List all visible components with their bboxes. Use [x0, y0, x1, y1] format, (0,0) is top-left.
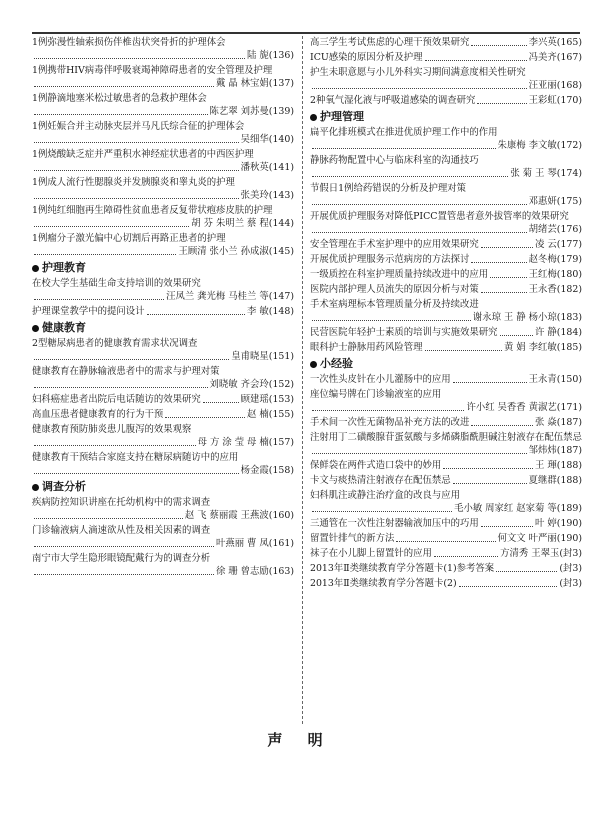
leader-dots	[34, 170, 239, 171]
entry-author-line	[32, 436, 294, 449]
entry-title: 一次性头皮针在小儿灌肠中的应用	[310, 374, 451, 385]
section-heading	[32, 320, 294, 336]
leader-dots	[312, 511, 452, 512]
bullet-icon	[32, 484, 39, 491]
entry-authors: 陈艺翠 刘苏曼	[209, 106, 269, 117]
leader-dots	[34, 114, 208, 115]
leader-dots	[34, 86, 214, 87]
entry-author-line	[310, 401, 582, 414]
toc-entry[interactable]	[310, 517, 582, 530]
toc-entry[interactable]	[310, 182, 582, 208]
entry-page: (187)	[556, 445, 582, 456]
toc-entry[interactable]	[310, 373, 582, 386]
section-label: 护理管理	[320, 110, 364, 123]
leader-dots	[34, 473, 239, 474]
toc-entry[interactable]	[32, 337, 294, 363]
toc-entry[interactable]	[310, 459, 582, 472]
entry-title: 1例瘤分子激光偏中心切割后再路正患者的护理	[32, 233, 226, 244]
entry-page: (172)	[556, 140, 582, 151]
leader-dots	[459, 586, 558, 587]
entry-title: 卡文与痰热清注射液存在配伍禁忌	[310, 475, 451, 486]
entry-page: (170)	[556, 95, 582, 106]
entry-author-line	[310, 311, 582, 324]
toc-entry[interactable]	[310, 283, 582, 296]
toc-entry[interactable]	[32, 524, 294, 550]
toc-entry[interactable]	[32, 204, 294, 230]
toc-entry[interactable]	[32, 92, 294, 118]
entry-title: 1例纯红细胞再生障碍性贫血患者反复带状疱疹皮肤的护理	[32, 205, 273, 216]
entry-page: (190)	[556, 518, 582, 529]
entry-page: (封3)	[559, 548, 582, 559]
entry-page: (184)	[556, 327, 582, 338]
entry-title: 1例弥漫性轴索损伤伴椎齿状突骨折的护理体会	[32, 37, 226, 48]
leader-dots	[453, 382, 527, 383]
entry-author-line	[32, 537, 294, 550]
entry-title: 疾病防控知识讲座在托幼机构中的需求调查	[32, 497, 211, 508]
leader-dots	[434, 556, 498, 557]
entry-title: 2013年Ⅱ类继续教育学分答题卡(1)参考答案	[310, 563, 495, 574]
entry-title: 手术间一次性无菌物品补充方法的改进	[310, 417, 470, 428]
entry-page: (147)	[268, 291, 294, 302]
entry-page: (152)	[268, 379, 294, 390]
entry-title: 一级质控在科室护理质量持续改进中的应用	[310, 269, 489, 280]
leader-dots	[34, 254, 176, 255]
entry-title: 健康教育预防肺炎患儿腹泻的效果观察	[32, 424, 192, 435]
section-label: 小经验	[320, 357, 353, 370]
toc-entry[interactable]	[310, 298, 582, 324]
entry-title: 高三学生考试焦虑的心理干预效果研究	[310, 37, 470, 48]
entry-title: 手术室病理标本管理质量分析及持续改进	[310, 299, 479, 310]
section-label: 调查分析	[42, 480, 86, 493]
entry-authors: 朱康梅 李文敏	[497, 140, 557, 151]
entry-authors: 凌 云	[535, 239, 557, 250]
leader-dots	[34, 58, 245, 59]
entry-title: 护生未职意愿与小儿外科实习期间满意度相关性研究	[310, 67, 526, 78]
leader-dots	[477, 103, 526, 104]
toc-entry[interactable]	[32, 365, 294, 391]
entry-author-line	[32, 77, 294, 90]
entry-title: 安全管理在手术室护理中的应用效果研究	[310, 239, 479, 250]
leader-dots	[312, 176, 508, 177]
entry-author-line	[310, 444, 582, 457]
entry-title: 1例妊娠合并主动脉夹层并马凡氏综合征的护理体会	[32, 121, 245, 132]
entry-author-line	[32, 565, 294, 578]
entry-page: (160)	[268, 510, 294, 521]
entry-title: 袜子在小儿脚上留置针的应用	[310, 548, 432, 559]
entry-author-line	[32, 378, 294, 391]
toc-entry[interactable]	[310, 238, 582, 251]
bullet-icon	[32, 325, 39, 332]
section-label: 健康教育	[42, 321, 86, 334]
entry-author-line	[32, 49, 294, 62]
toc-entry[interactable]	[32, 120, 294, 146]
entry-page: (187)	[556, 417, 582, 428]
leader-dots	[34, 445, 196, 446]
leader-dots	[312, 232, 527, 233]
entry-page: (168)	[556, 80, 582, 91]
entry-author-line	[32, 105, 294, 118]
entry-title: 座位编号牌在门诊输液室的应用	[310, 389, 442, 400]
leader-dots	[34, 387, 208, 388]
entry-author-line	[32, 189, 294, 202]
leader-dots	[34, 198, 239, 199]
toc-entry[interactable]	[310, 66, 582, 92]
toc-entry[interactable]	[32, 64, 294, 90]
entry-authors: 汪凤兰 龚光梅 马桂兰 等	[166, 291, 269, 302]
leader-dots	[471, 45, 526, 46]
entry-authors: 王顾清 张小兰 孙成淑	[178, 246, 269, 257]
toc-entry[interactable]	[32, 408, 294, 421]
entry-page: (183)	[556, 312, 582, 323]
entry-authors: 徐 珊 曾志励	[215, 566, 269, 577]
leader-dots	[500, 335, 534, 336]
entry-authors: 何文文 叶严丽	[497, 533, 557, 544]
entry-title: 注射用丁二磺酸腺苷蛋氨酸与多烯磷脂酰胆碱注射液存在配伍禁忌	[310, 432, 582, 443]
section-heading	[310, 109, 582, 125]
entry-page: (188)	[556, 475, 582, 486]
entry-title: 开展优质护理服务示范病房的方法探讨	[310, 254, 470, 265]
toc-entry[interactable]	[32, 148, 294, 174]
entry-authors: 谢永琼 王 静 杨小琼	[472, 312, 557, 323]
toc-entry[interactable]	[310, 547, 582, 560]
entry-author-line	[32, 290, 294, 303]
leader-dots	[443, 468, 533, 469]
leader-dots	[481, 292, 527, 293]
leader-dots	[496, 571, 557, 572]
entry-author-line	[32, 350, 294, 363]
entry-authors: 张美玲	[240, 190, 269, 201]
entry-page: (封3)	[559, 563, 582, 574]
entry-page: (137)	[268, 78, 294, 89]
entry-authors: 胡绪芸	[528, 224, 557, 235]
entry-authors: 叶 婷	[535, 518, 557, 529]
entry-title: 护理课堂教学中的提问设计	[32, 306, 145, 317]
entry-authors: 母 方 涂 莹 母 楠	[197, 437, 269, 448]
section-heading	[310, 356, 582, 372]
entry-title: 1例成人流行性腮腺炎并发胰腺炎和睾丸炎的护理	[32, 177, 235, 188]
entry-page: (151)	[268, 351, 294, 362]
entry-authors: 夏继群	[528, 475, 557, 486]
entry-authors: 王永青	[528, 374, 557, 385]
entry-title: 静脉药物配置中心与临床科室的沟通技巧	[310, 155, 479, 166]
entry-title: 节假日1例给药错误的分析及护理对策	[310, 183, 466, 194]
entry-title: 健康教育干预结合家庭支持在糖尿病随访中的应用	[32, 452, 239, 463]
entry-page: (封3)	[559, 578, 582, 589]
toc-entry[interactable]	[32, 232, 294, 258]
entry-authors: 毛小敏 周家红 赵家菊 等	[454, 503, 557, 514]
entry-authors: 冯美齐	[528, 52, 557, 63]
entry-page: (158)	[268, 465, 294, 476]
entry-title: 扁平化排班模式在推进优质护理工作中的作用	[310, 127, 498, 138]
entry-title: 2013年Ⅱ类继续教育学分答题卡(2)	[310, 578, 457, 589]
toc-entry[interactable]	[310, 51, 582, 64]
entry-page: (180)	[556, 269, 582, 280]
entry-authors: 张 焱	[535, 417, 557, 428]
entry-page: (139)	[268, 106, 294, 117]
entry-authors: 赵冬梅	[528, 254, 557, 265]
entry-title: ICU感染的原因分析及护理	[310, 52, 423, 63]
leader-dots	[34, 359, 229, 360]
leader-dots	[453, 483, 527, 484]
entry-authors: 陆 旎	[247, 50, 269, 61]
toc-entry[interactable]	[310, 489, 582, 515]
declaration-title: 声 明	[267, 731, 333, 749]
leader-dots	[481, 526, 533, 527]
entry-page: (148)	[268, 306, 294, 317]
leader-dots	[312, 148, 496, 149]
entry-author-line	[32, 509, 294, 522]
entry-author-line	[310, 223, 582, 236]
entry-page: (177)	[556, 239, 582, 250]
leader-dots	[34, 142, 239, 143]
entry-title: 1例静滴地塞米松过敏患者的急救护理体会	[32, 93, 207, 104]
entry-page: (155)	[268, 409, 294, 420]
toc-entry[interactable]	[310, 577, 582, 590]
bullet-icon	[310, 361, 317, 368]
entry-author-line	[310, 167, 582, 180]
leader-dots	[490, 277, 527, 278]
table-of-contents	[32, 36, 580, 724]
section-label: 护理教育	[42, 261, 86, 274]
entry-page: (188)	[556, 460, 582, 471]
entry-authors: 刘晓敏 齐会玲	[209, 379, 269, 390]
entry-page: (175)	[556, 196, 582, 207]
entry-author-line	[32, 217, 294, 230]
leader-dots	[312, 453, 527, 454]
entry-page: (163)	[268, 566, 294, 577]
entry-authors: 许 静	[535, 327, 557, 338]
toc-entry[interactable]	[310, 341, 582, 354]
toc-entry[interactable]	[310, 388, 582, 414]
section-heading	[32, 479, 294, 495]
toc-entry[interactable]	[32, 496, 294, 522]
toc-entry[interactable]	[310, 532, 582, 545]
entry-authors: 胡 芬 朱明兰 蔡 程	[191, 218, 269, 229]
entry-page: (174)	[556, 168, 582, 179]
bullet-icon	[310, 114, 317, 121]
entry-authors: 李 敏	[247, 306, 269, 317]
top-rule	[32, 32, 580, 34]
leader-dots	[425, 350, 502, 351]
leader-dots	[312, 88, 527, 89]
toc-entry[interactable]	[310, 431, 582, 457]
leader-dots	[203, 402, 239, 403]
entry-authors: 戴 晶 林宝娟	[215, 78, 269, 89]
entry-authors: 汪亚丽	[528, 80, 557, 91]
entry-authors: 王永香	[528, 284, 557, 295]
leader-dots	[34, 574, 214, 575]
entry-page: (190)	[556, 533, 582, 544]
entry-title: 2种氧气湿化液与呼吸道感染的调查研究	[310, 95, 476, 106]
entry-author-line	[32, 464, 294, 477]
entry-page: (176)	[556, 224, 582, 235]
entry-title: 高血压患者健康教育的行为干预	[32, 409, 164, 420]
leader-dots	[165, 417, 245, 418]
entry-title: 健康教育在静脉输液患者中的需求与护理对策	[32, 366, 220, 377]
entry-page: (145)	[268, 246, 294, 257]
left-column	[32, 36, 294, 580]
toc-entry[interactable]	[32, 36, 294, 62]
leader-dots	[481, 247, 533, 248]
entry-authors: 张 菊 王 琴	[510, 168, 557, 179]
entry-page: (144)	[268, 218, 294, 229]
leader-dots	[34, 299, 164, 300]
entry-authors: 皇甫晓星	[231, 351, 269, 362]
toc-entry[interactable]	[310, 562, 582, 575]
entry-page: (140)	[268, 134, 294, 145]
bullet-icon	[32, 265, 39, 272]
entry-authors: 黄 娟 李红敏	[503, 342, 557, 353]
toc-entry[interactable]	[32, 277, 294, 303]
leader-dots	[312, 320, 471, 321]
entry-page: (141)	[268, 162, 294, 173]
toc-entry[interactable]	[310, 416, 582, 429]
leader-dots	[34, 518, 183, 519]
declaration-section	[0, 728, 600, 752]
entry-author-line	[310, 195, 582, 208]
entry-page: (182)	[556, 284, 582, 295]
entry-authors: 邓惠妍	[528, 196, 557, 207]
leader-dots	[312, 204, 527, 205]
toc-entry[interactable]	[32, 451, 294, 477]
leader-dots	[471, 262, 526, 263]
entry-page: (171)	[556, 402, 582, 413]
entry-title: 妇科癌症患者出院后电话随访的效果研究	[32, 394, 201, 405]
toc-entry[interactable]	[310, 326, 582, 339]
entry-page: (150)	[556, 374, 582, 385]
entry-page: (153)	[268, 394, 294, 405]
toc-entry[interactable]	[310, 94, 582, 107]
toc-entry[interactable]	[310, 268, 582, 281]
entry-page: (161)	[268, 538, 294, 549]
column-divider	[302, 36, 303, 724]
entry-authors: 王红梅	[528, 269, 557, 280]
toc-entry[interactable]	[32, 393, 294, 406]
entry-author-line	[310, 79, 582, 92]
toc-entry[interactable]	[32, 423, 294, 449]
entry-authors: 顾建瑶	[240, 394, 269, 405]
entry-title: 在校大学生基础生命支持培训的效果研究	[32, 278, 201, 289]
leader-dots	[425, 60, 527, 61]
entry-authors: 杨金霞	[240, 465, 269, 476]
entry-title: 门诊输液病人滴速欲从性及相关因素的调查	[32, 525, 211, 536]
entry-author-line	[32, 161, 294, 174]
toc-entry[interactable]	[310, 253, 582, 266]
entry-title: 南宁市大学生隐形眼镜配戴行为的调查分析	[32, 553, 211, 564]
entry-page: (185)	[556, 342, 582, 353]
entry-author-line	[32, 133, 294, 146]
right-column	[310, 36, 582, 592]
leader-dots	[147, 314, 246, 315]
entry-title: 保鲜袋在两件式造口袋中的妙用	[310, 460, 442, 471]
entry-title: 民营医院年轻护士素质的培训与实施效果研究	[310, 327, 498, 338]
entry-page: (143)	[268, 190, 294, 201]
toc-entry[interactable]	[310, 36, 582, 49]
entry-authors: 潘秋英	[240, 162, 269, 173]
entry-title: 眼科护士静脉用药风险管理	[310, 342, 423, 353]
toc-entry[interactable]	[32, 552, 294, 578]
leader-dots	[471, 425, 533, 426]
entry-authors: 许小红 吴香香 黄淑艺	[466, 402, 557, 413]
entry-title: 2型糖尿病患者的健康教育需求状况调查	[32, 338, 198, 349]
entry-page: (157)	[268, 437, 294, 448]
entry-page: (179)	[556, 254, 582, 265]
entry-authors: 李兴英	[528, 37, 557, 48]
entry-page: (189)	[556, 503, 582, 514]
entry-author-line	[310, 502, 582, 515]
entry-title: 1例烧酸缺乏症并严重积水神经症状患者的中西医护理	[32, 149, 254, 160]
leader-dots	[34, 546, 214, 547]
entry-title: 留置针排气的新方法	[310, 533, 395, 544]
entry-authors: 王彩虹	[528, 95, 557, 106]
entry-title: 医院内部护理人员流失的原因分析与对策	[310, 284, 479, 295]
leader-dots	[396, 541, 495, 542]
entry-title: 1例携带HIV病毒伴呼吸衰竭神障碍患者的安全管理及护理	[32, 65, 273, 76]
entry-page: (167)	[556, 52, 582, 63]
entry-author-line	[310, 139, 582, 152]
entry-author-line	[32, 245, 294, 258]
entry-title: 开展优质护理服务对降低PICC置管患者意外拔管率的效果研究	[310, 211, 569, 222]
entry-authors: 方清秀 王翠玉	[500, 548, 560, 559]
section-heading	[32, 260, 294, 276]
toc-entry[interactable]	[310, 210, 582, 236]
entry-authors: 叶燕丽 曹 凤	[215, 538, 269, 549]
leader-dots	[34, 226, 189, 227]
entry-authors: 王 琿	[535, 460, 557, 471]
leader-dots	[312, 410, 464, 411]
entry-page: (165)	[556, 37, 582, 48]
toc-entry[interactable]	[32, 176, 294, 202]
entry-title: 妇科肌注或静注治疗盒的改良与应用	[310, 490, 461, 501]
entry-authors: 吴细华	[240, 134, 269, 145]
toc-entry[interactable]	[32, 305, 294, 318]
entry-authors: 赵 飞 蔡丽霞 王燕波	[184, 510, 269, 521]
toc-entry[interactable]	[310, 474, 582, 487]
entry-authors: 赵 楠	[247, 409, 269, 420]
entry-title: 三通管在一次性注射器输液加压中的巧用	[310, 518, 479, 529]
toc-entry[interactable]	[310, 126, 582, 152]
entry-authors: 邹炜炜	[528, 445, 557, 456]
entry-page: (136)	[268, 50, 294, 61]
toc-entry[interactable]	[310, 154, 582, 180]
